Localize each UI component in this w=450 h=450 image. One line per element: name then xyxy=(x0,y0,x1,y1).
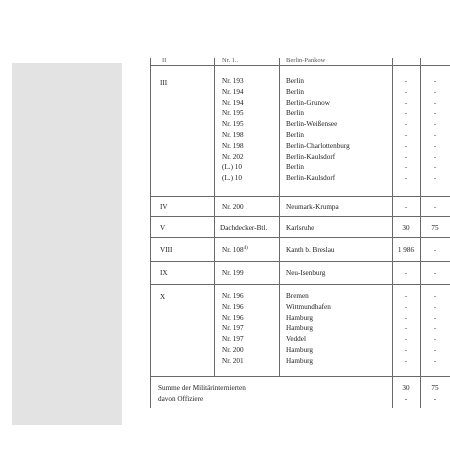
place-cell: Berlin-Grunow xyxy=(286,98,330,107)
place-cell: Veddel xyxy=(286,335,306,344)
unit-cell: Dachdecker-Btl. xyxy=(220,224,268,232)
group-label: VIII xyxy=(160,246,173,254)
unit-cell: Nr. 194 xyxy=(222,98,244,107)
unit-cell: Nr. 193 xyxy=(222,77,244,85)
column-divider xyxy=(420,58,421,408)
unit-list xyxy=(222,76,244,184)
count-cell: - xyxy=(433,302,437,311)
group-label: III xyxy=(160,79,168,87)
unit-cell: Nr. 196 xyxy=(222,292,244,300)
count-cell: - xyxy=(433,98,437,107)
unit-cell: Nr. 195 xyxy=(222,109,244,118)
unit-cell: Nr. 199 xyxy=(222,269,244,277)
count-list xyxy=(392,76,420,184)
count-cell: - xyxy=(433,335,437,344)
count-list xyxy=(422,76,448,184)
unit-cell: Nr. 198 xyxy=(222,141,244,150)
unit-cell: Nr. 194 xyxy=(222,87,244,96)
count-cell: - xyxy=(404,203,408,211)
row-divider xyxy=(150,376,450,377)
row-divider xyxy=(150,261,450,262)
summary-count-cell: - xyxy=(433,394,437,403)
place-cell: Karlsruhe xyxy=(286,224,315,232)
count-cell: - xyxy=(404,120,408,129)
column-divider xyxy=(279,58,280,376)
count-cell: - xyxy=(404,269,408,277)
unit-cell: Nr. 197 xyxy=(222,335,244,344)
place-list xyxy=(286,291,331,367)
row-divider xyxy=(150,65,450,66)
count-cell: 30 xyxy=(402,224,410,232)
column-divider xyxy=(214,58,215,376)
place-cell: Berlin xyxy=(286,109,304,118)
group-label: IV xyxy=(160,203,168,211)
count-cell: - xyxy=(433,87,437,96)
count-cell: - xyxy=(404,292,408,300)
summary-label-line: Summe der Militärinternierten xyxy=(158,384,246,392)
place-cell: Berlin-Weißensee xyxy=(286,120,338,129)
summary-count-cell: 30 xyxy=(402,384,410,392)
place-cell: Berlin xyxy=(286,87,304,96)
place-cell: Berlin-Kaulsdorf xyxy=(286,152,336,161)
table-border-left xyxy=(150,58,151,408)
place-cell: Berlin-Kaulsdorf xyxy=(286,174,336,183)
place-cell: Hamburg xyxy=(286,345,314,354)
count-cell: - xyxy=(433,141,437,150)
summary-label-line: davon Offiziere xyxy=(158,394,204,403)
place-cell: Neu-Isenburg xyxy=(286,269,326,277)
count-cell: - xyxy=(433,120,437,129)
unit-cell: Nr. 200 xyxy=(222,345,244,354)
count-cell: - xyxy=(433,163,437,172)
count-cell: - xyxy=(404,109,408,118)
count-cell: - xyxy=(433,313,437,322)
unit-cell: Nr. 198 xyxy=(222,130,244,139)
count-cell: - xyxy=(404,174,408,183)
count-cell: - xyxy=(404,324,408,333)
place-cell: Wittmundhafen xyxy=(286,302,331,311)
unit-list xyxy=(222,291,244,367)
place-cell: Berlin-Charlottenburg xyxy=(286,141,350,150)
place-cell: Kanth b. Breslau xyxy=(286,246,335,254)
unit-cell: Nr. 195 xyxy=(222,120,244,129)
unit-cell: Nr. 201 xyxy=(222,356,244,365)
count-cell: - xyxy=(433,324,437,333)
summary-count-list xyxy=(422,383,448,405)
count-cell: 1 986 xyxy=(397,246,415,254)
place-cell: Hamburg xyxy=(286,313,314,322)
unit-cell: Nr. 202 xyxy=(222,152,244,161)
count-cell: - xyxy=(433,77,437,85)
footnote-marker: 4) xyxy=(243,246,248,251)
unit-cell: Nr. 108$^{4)}$ xyxy=(222,246,248,254)
count-cell: - xyxy=(433,345,437,354)
place-cell: Neumark-Krumpa xyxy=(286,203,339,211)
cut-off-text: II xyxy=(162,57,167,64)
count-cell: - xyxy=(404,130,408,139)
count-list xyxy=(392,291,420,367)
row-divider xyxy=(150,216,450,217)
unit-cell: Nr. 196 xyxy=(222,302,244,311)
count-cell: - xyxy=(433,203,437,211)
count-cell: - xyxy=(404,163,408,172)
place-cell: Berlin xyxy=(286,130,304,139)
place-cell: Berlin xyxy=(286,77,304,85)
cut-off-text: Berlin-Pankow xyxy=(286,57,326,64)
group-label: IX xyxy=(160,269,168,277)
summary-count-cell: 75 xyxy=(431,384,439,392)
count-cell: - xyxy=(433,292,437,300)
summary-count-list xyxy=(392,383,420,405)
row-divider xyxy=(150,284,450,285)
count-cell: - xyxy=(404,356,408,365)
group-label: V xyxy=(160,224,166,232)
unit-cell: (L.) 10 xyxy=(222,174,242,183)
count-cell: - xyxy=(433,130,437,139)
count-cell: - xyxy=(404,313,408,322)
row-divider xyxy=(150,237,450,238)
count-cell: - xyxy=(404,152,408,161)
place-cell: Hamburg xyxy=(286,324,314,333)
summary-count-cell: - xyxy=(404,394,408,403)
unit-cell: Nr. 200 xyxy=(222,203,244,211)
unit-cell: Nr. 197 xyxy=(222,324,244,333)
count-cell: - xyxy=(404,345,408,354)
count-cell: - xyxy=(404,335,408,344)
row-divider xyxy=(150,196,450,197)
gray-side-panel xyxy=(12,63,122,425)
count-cell: - xyxy=(433,246,437,254)
place-cell: Bremen xyxy=(286,292,309,300)
count-cell: - xyxy=(404,77,408,85)
count-list xyxy=(422,291,448,367)
count-cell: - xyxy=(433,109,437,118)
count-cell: - xyxy=(433,152,437,161)
unit-cell: Nr. 196 xyxy=(222,313,244,322)
count-cell: - xyxy=(404,302,408,311)
place-list xyxy=(286,76,350,184)
unit-cell: (L.) 10 xyxy=(222,163,242,172)
count-cell: - xyxy=(404,141,408,150)
count-cell: - xyxy=(433,356,437,365)
count-cell: 75 xyxy=(431,224,439,232)
scanned-table xyxy=(150,58,450,408)
summary-label xyxy=(158,383,246,405)
count-cell: - xyxy=(404,87,408,96)
group-label: X xyxy=(160,293,166,301)
place-cell: Berlin xyxy=(286,163,304,172)
place-cell: Hamburg xyxy=(286,356,314,365)
count-cell: - xyxy=(433,269,437,277)
cut-off-text: Nr. 1.. xyxy=(222,57,239,64)
count-cell: - xyxy=(404,98,408,107)
count-cell: - xyxy=(433,174,437,183)
